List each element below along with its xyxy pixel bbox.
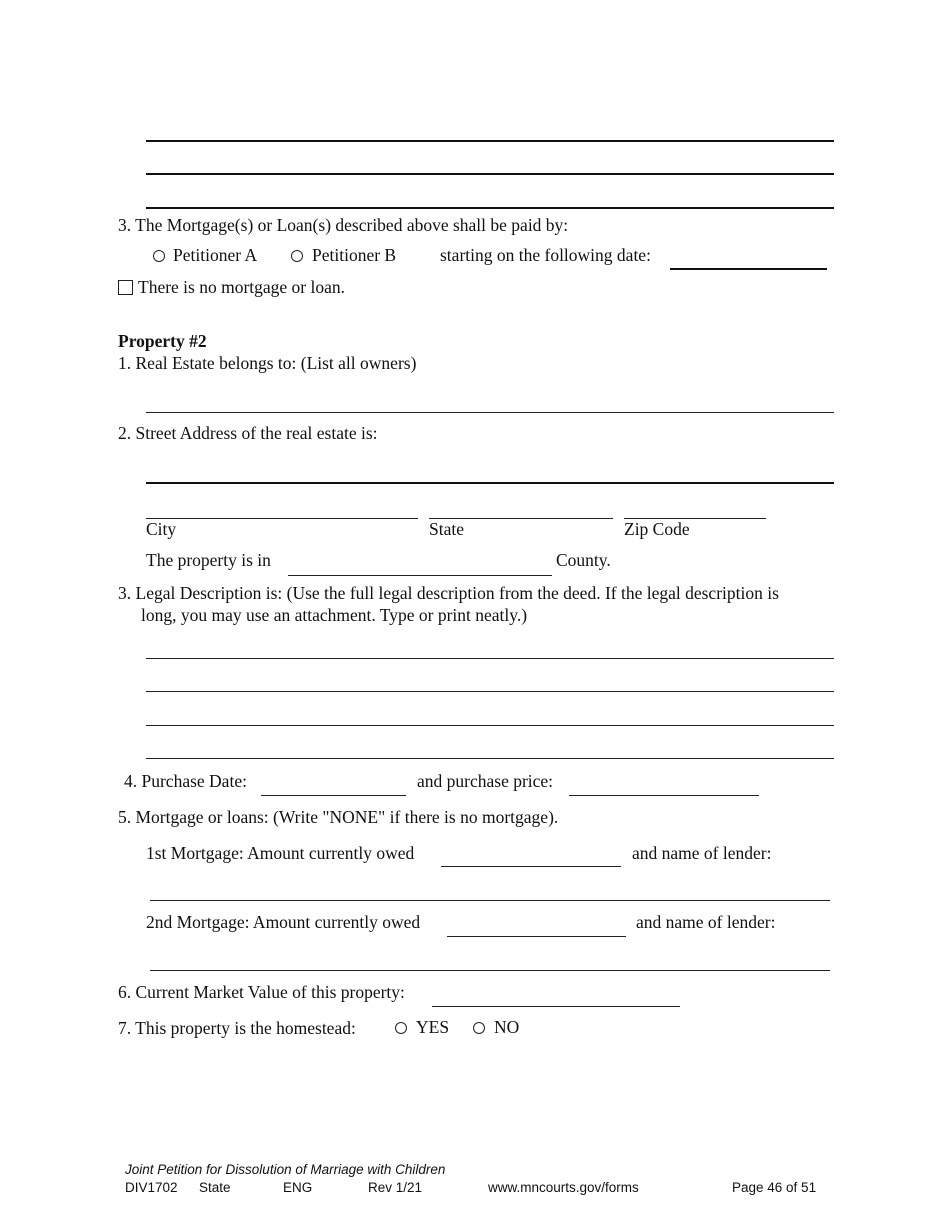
- legal-description-line[interactable]: [146, 691, 834, 692]
- answer-line[interactable]: [146, 207, 834, 209]
- legal-description-note: long, you may use an attachment. Type or print neatly.): [141, 605, 528, 625]
- form-title: Joint Petition for Dissolution of Marriage with Children: [125, 1162, 446, 1177]
- answer-line[interactable]: [146, 140, 834, 142]
- purchase-date-field[interactable]: [261, 795, 406, 796]
- petitioner-b-label: Petitioner B: [312, 245, 397, 265]
- street-address-question: 2. Street Address of the real estate is:: [118, 423, 378, 443]
- petitioner-b-radio[interactable]: [291, 250, 303, 262]
- property-heading: Property #2: [118, 331, 207, 351]
- form-url[interactable]: www.mncourts.gov/forms: [488, 1180, 639, 1195]
- first-lender-field[interactable]: [150, 900, 830, 901]
- owners-question: 1. Real Estate belongs to: (List all owners): [118, 353, 417, 373]
- legal-description-question: 3. Legal Description is: (Use the full legal description from the deed. If the legal description is: [118, 583, 779, 603]
- page-number: Page 46 of 51: [732, 1180, 817, 1195]
- answer-line[interactable]: [146, 173, 834, 175]
- first-lender-label: and name of lender:: [632, 843, 772, 863]
- second-lender-label: and name of lender:: [636, 912, 776, 932]
- legal-description-line[interactable]: [146, 725, 834, 726]
- street-address-field[interactable]: [146, 482, 834, 484]
- city-field[interactable]: [146, 518, 418, 519]
- homestead-no-label: NO: [494, 1017, 520, 1037]
- homestead-no-radio[interactable]: [473, 1022, 485, 1034]
- legal-description-line[interactable]: [146, 658, 834, 659]
- homestead-yes-label: YES: [416, 1017, 450, 1037]
- second-lender-field[interactable]: [150, 970, 830, 971]
- petitioner-a-label: Petitioner A: [173, 245, 258, 265]
- no-mortgage-label: There is no mortgage or loan.: [138, 277, 346, 297]
- purchase-price-label: and purchase price:: [417, 771, 554, 791]
- form-jurisdiction: State: [199, 1180, 231, 1195]
- county-field[interactable]: [288, 575, 552, 576]
- no-mortgage-checkbox[interactable]: [118, 280, 133, 295]
- form-id: DIV1702: [125, 1180, 178, 1195]
- county-prefix: The property is in: [146, 550, 271, 570]
- form-revision: Rev 1/21: [368, 1180, 423, 1195]
- homestead-question: 7. This property is the homestead:: [118, 1018, 356, 1038]
- form-language: ENG: [283, 1180, 313, 1195]
- market-value-label: 6. Current Market Value of this property:: [118, 982, 405, 1002]
- state-label: State: [429, 519, 464, 539]
- homestead-yes-radio[interactable]: [395, 1022, 407, 1034]
- first-mortgage-label: 1st Mortgage: Amount currently owed: [146, 843, 415, 863]
- second-mortgage-label: 2nd Mortgage: Amount currently owed: [146, 912, 421, 932]
- start-date-field[interactable]: [670, 268, 827, 270]
- petitioner-a-radio[interactable]: [153, 250, 165, 262]
- purchase-price-field[interactable]: [569, 795, 759, 796]
- county-suffix: County.: [556, 550, 611, 570]
- first-mortgage-amount-field[interactable]: [441, 866, 621, 867]
- legal-description-line[interactable]: [146, 758, 834, 759]
- mortgage-payment-question: 3. The Mortgage(s) or Loan(s) described above shall be paid by:: [118, 215, 569, 235]
- city-label: City: [146, 519, 177, 539]
- second-mortgage-amount-field[interactable]: [447, 936, 626, 937]
- zip-label: Zip Code: [624, 519, 690, 539]
- start-date-label: starting on the following date:: [440, 245, 651, 265]
- owners-field[interactable]: [146, 412, 834, 413]
- mortgage-loans-question: 5. Mortgage or loans: (Write "NONE" if there is no mortgage).: [118, 807, 559, 827]
- market-value-field[interactable]: [432, 1006, 680, 1007]
- purchase-date-label: 4. Purchase Date:: [124, 771, 247, 791]
